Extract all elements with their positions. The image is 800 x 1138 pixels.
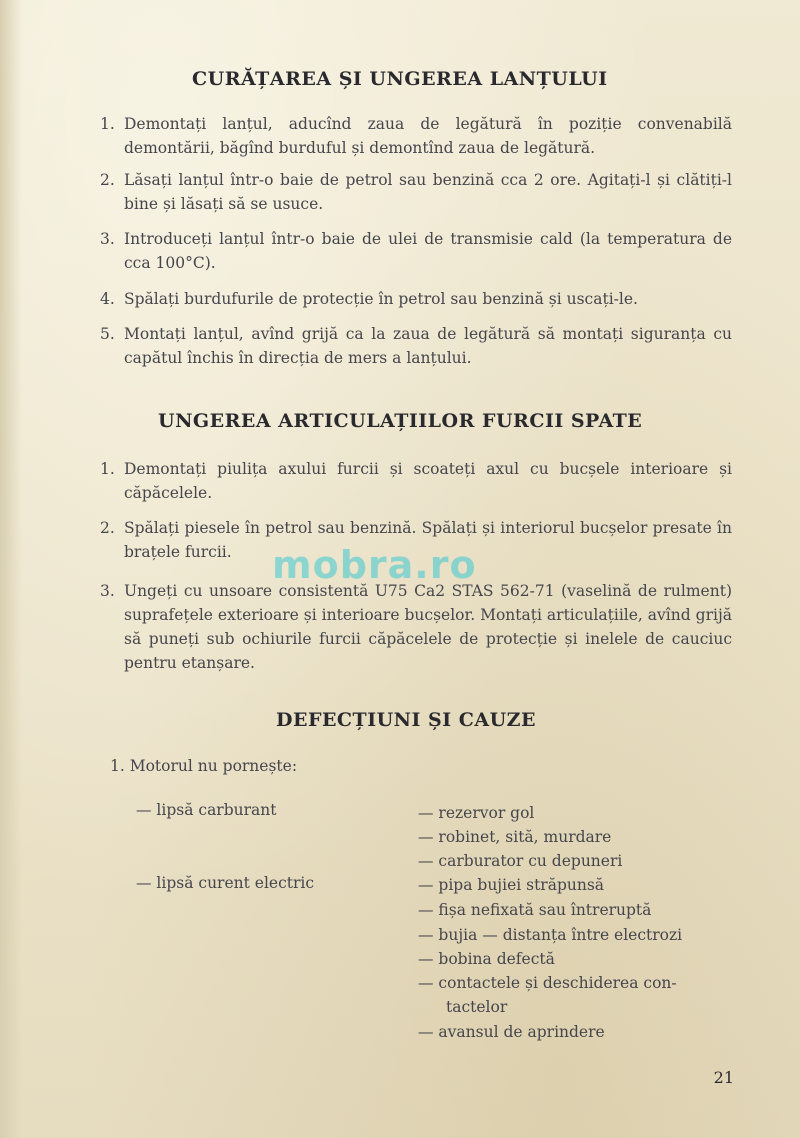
reason-line: — carburator cu depuneri	[418, 852, 623, 870]
reason-line: — fișa nefixată sau întreruptă	[418, 901, 652, 919]
list-item	[100, 457, 732, 505]
section-title-faults: DEFECȚIUNI ȘI CAUZE	[276, 709, 537, 731]
item-text: Spălați burdufurile de protecție în petrol sau benzină și uscați-le.	[124, 290, 638, 308]
reason-line: — robinet, sită, murdare	[418, 828, 612, 846]
item-text: Montați lanțul, avînd grijă ca la zaua de legătură să montați siguranța cu capătul închis în direcția de mers a lanțului.	[124, 325, 732, 367]
item-number: 2.	[100, 519, 115, 537]
list-item	[100, 322, 732, 370]
cause-fuel: — lipsă carburant	[136, 801, 277, 819]
reason-line: — bujia — distanța între electrozi	[418, 926, 683, 944]
item-text: Demontați piulița axului furcii și scoateți axul cu bucșele interioare și căpăcelele.	[124, 460, 732, 502]
list-item	[100, 227, 732, 275]
fault-heading: 1. Motorul nu pornește:	[110, 757, 298, 775]
page-number: 21	[713, 1068, 734, 1087]
section-title-chain-cleaning: CURĂȚAREA ȘI UNGEREA LANȚULUI	[192, 68, 608, 90]
list-item	[100, 579, 732, 675]
item-number: 2.	[100, 171, 115, 189]
item-number: 3.	[100, 582, 115, 600]
list-item	[100, 168, 732, 216]
reason-line: — rezervor gol	[418, 804, 535, 822]
reason-line: — bobina defectă	[418, 950, 555, 968]
cause-electric: — lipsă curent electric	[136, 874, 315, 892]
reason-line: tactelor	[446, 998, 508, 1016]
item-text: Ungeți cu unsoare consistentă U75 Ca2 STAS 562-71 (vaselină de rulment) suprafețele exterioare și interioare bucșelor. Montați articulațiile, avînd grijă să puneți sub ochiurile furcii căpăcelele de protecție și inelele de cauciuc pentru etanșare.	[124, 582, 732, 672]
item-text: Demontați lanțul, aducînd zaua de legătură în poziție convenabilă demontării, băgînd burduful și demontînd zaua de legătură.	[124, 115, 732, 157]
page-fold-shadow	[0, 0, 22, 1138]
item-text: Lăsați lanțul într-o baie de petrol sau benzină cca 2 ore. Agitați-l și clătiți-l bine și lăsați să se usuce.	[124, 171, 732, 213]
item-number: 1.	[100, 115, 115, 133]
item-number: 4.	[100, 290, 115, 308]
reason-line: — contactele și deschiderea con-	[418, 974, 677, 992]
item-number: 5.	[100, 325, 115, 343]
section-title-rear-fork: UNGEREA ARTICULAȚIILOR FURCII SPATE	[158, 410, 643, 432]
watermark: mobra.ro	[272, 543, 477, 587]
item-number: 1.	[100, 460, 115, 478]
reason-line: — avansul de aprindere	[418, 1023, 605, 1041]
reason-line: — pipa bujiei străpunsă	[418, 876, 605, 894]
item-text: Spălați piesele în petrol sau benzină. Spălați și interiorul bucșelor presate în brațele furcii.	[124, 519, 732, 561]
item-text: Introduceți lanțul într-o baie de ulei de transmisie cald (la temperatura de cca 100°C).	[124, 230, 732, 272]
list-item	[100, 287, 732, 311]
list-item	[100, 112, 732, 160]
item-number: 3.	[100, 230, 115, 248]
